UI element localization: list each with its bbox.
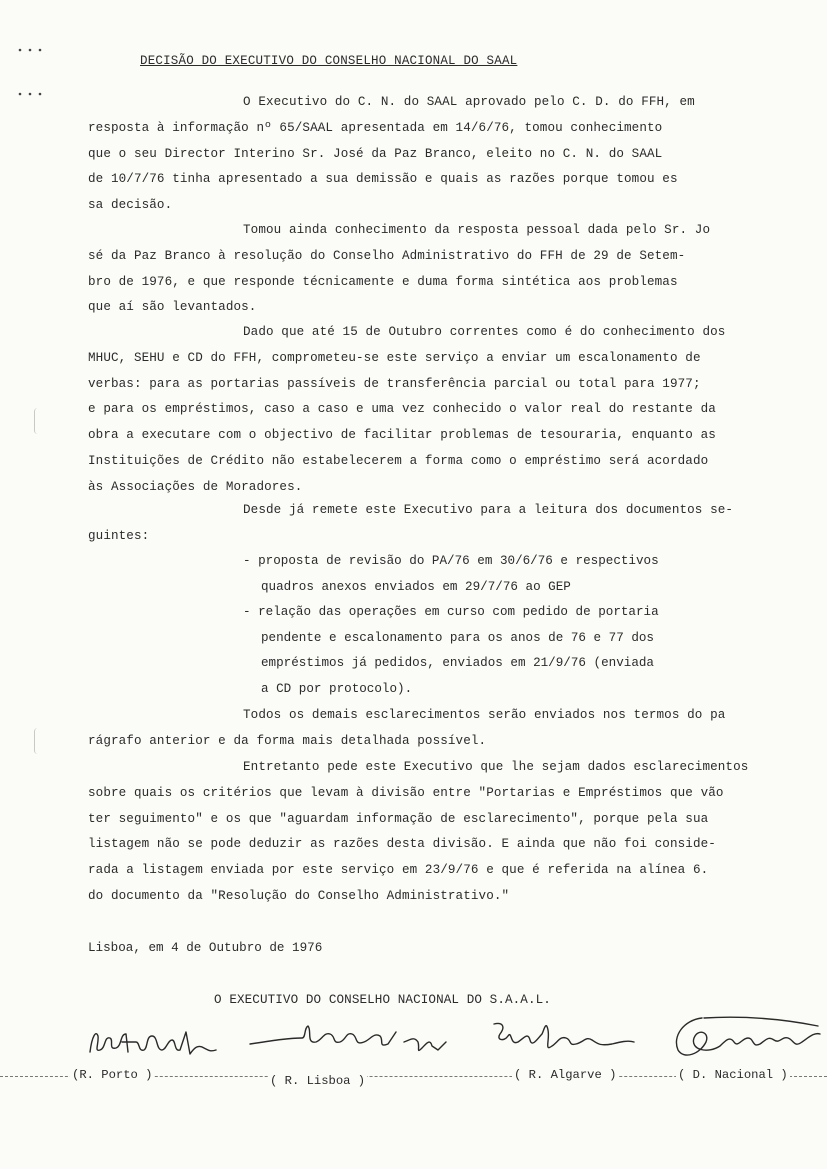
paragraph-3 — [88, 320, 800, 501]
paragraph-line: listagem não se pode deduzir as razões desta divisão. E ainda que não foi conside- — [88, 837, 716, 852]
list-item: - relação das operações em curso com pedido de portaria — [243, 605, 659, 620]
paragraph-line: bro de 1976, e que responde técnicamente e duma forma sintética aos problemas — [88, 274, 678, 289]
paragraph-2 — [88, 218, 800, 321]
list-item-continuation: a CD por protocolo). — [261, 681, 413, 696]
signatory-label-algarve: ( R. Algarve ) — [514, 1068, 617, 1082]
list-item-continuation: pendente e escalonamento para os anos de 76 e 77 dos — [261, 630, 654, 645]
paragraph-6 — [88, 755, 800, 910]
paragraph-line: que aí são levantados. — [88, 300, 257, 315]
paragraph-line: e para os empréstimos, caso a caso e uma vez conhecido o valor real do restante da — [88, 402, 716, 417]
paragraph-5 — [88, 703, 800, 755]
paragraph-line: MHUC, SEHU e CD do FFH, comprometeu-se este serviço a enviar um escalonamento de — [88, 350, 701, 365]
list-item-continuation: quadros anexos enviados em 29/7/76 ao GEP — [261, 579, 571, 594]
punch-dots-icon — [16, 46, 46, 106]
paragraph-line: sobre quais os critérios que levam à divisão entre "Portarias e Empréstimos que vão — [88, 785, 724, 800]
paragraph-line: sa decisão. — [88, 198, 173, 213]
paragraph-line: O Executivo do C. N. do SAAL aprovado pelo C. D. do FFH, em — [243, 95, 695, 109]
document-list — [243, 549, 659, 703]
paragraph-line: Instituições de Crédito não estabelecerem a forma como o empréstimo será acordado — [88, 453, 709, 468]
paragraph-line: resposta à informação nº 65/SAAL apresentada em 14/6/76, tomou conhecimento — [88, 120, 663, 135]
paragraph-1 — [88, 90, 800, 219]
list-item: - proposta de revisão do PA/76 em 30/6/76 e respectivos — [243, 554, 659, 568]
punch-hole-mark — [34, 408, 41, 434]
signoff-line: O EXECUTIVO DO CONSELHO NACIONAL DO S.A.A.L. — [214, 993, 551, 1007]
paragraph-line: Todos os demais esclarecimentos serão enviados nos termos do pa — [243, 708, 726, 722]
paragraph-line: rágrafo anterior e da forma mais detalhada possível. — [88, 733, 487, 748]
paragraph-line: sé da Paz Branco à resolução do Conselho Administrativo do FFH de 29 de Setem- — [88, 248, 686, 263]
signatory-label-nacional: ( D. Nacional ) — [678, 1068, 788, 1082]
signature-porto-image — [86, 1022, 236, 1066]
signatory-label-porto: (R. Porto ) — [72, 1068, 153, 1082]
paragraph-line: que o seu Director Interino Sr. José da Paz Branco, eleito no C. N. do SAAL — [88, 146, 663, 161]
paragraph-line: verbas: para as portarias passíveis de transferência parcial ou total para 1977; — [88, 376, 701, 391]
paragraph-line: de 10/7/76 tinha apresentado a sua demissão e quais as razões porque tomou es — [88, 172, 678, 187]
paragraph-line: Dado que até 15 de Outubro correntes como é do conhecimento dos — [243, 325, 726, 339]
signature-lisboa-image — [246, 1018, 466, 1062]
paragraph-line: guintes: — [88, 528, 150, 543]
margin-marks — [16, 46, 46, 110]
paragraph-line: às Associações de Moradores. — [88, 479, 303, 494]
paragraph-line: Desde já remete este Executivo para a leitura dos documentos se- — [243, 503, 734, 517]
signature-algarve-image — [488, 1016, 638, 1062]
paragraph-line: ter seguimento" e os que "aguardam informação de esclarecimento", porque pela sua — [88, 811, 709, 826]
punch-hole-mark — [34, 728, 41, 754]
signatory-label-lisboa: ( R. Lisboa ) — [270, 1074, 366, 1088]
document-title: DECISÃO DO EXECUTIVO DO CONSELHO NACIONAL DO SAAL — [140, 54, 518, 68]
paragraph-line: rada a listagem enviada por este serviço em 23/9/76 e que é referida na alínea 6. — [88, 863, 709, 878]
signature-nacional-image — [668, 1010, 824, 1066]
list-item-continuation: empréstimos já pedidos, enviados em 21/9/76 (enviada — [261, 656, 654, 671]
paragraph-line: Entretanto pede este Executivo que lhe sejam dados esclarecimentos — [243, 760, 749, 774]
paragraph-line: obra a executare com o objectivo de facilitar problemas de tesouraria, enquanto as — [88, 428, 716, 443]
paragraph-line: do documento da "Resolução do Conselho Administrativo." — [88, 888, 510, 903]
paragraph-4 — [88, 498, 800, 550]
date-line: Lisboa, em 4 de Outubro de 1976 — [88, 941, 323, 955]
paragraph-line: Tomou ainda conhecimento da resposta pessoal dada pelo Sr. Jo — [243, 223, 711, 237]
